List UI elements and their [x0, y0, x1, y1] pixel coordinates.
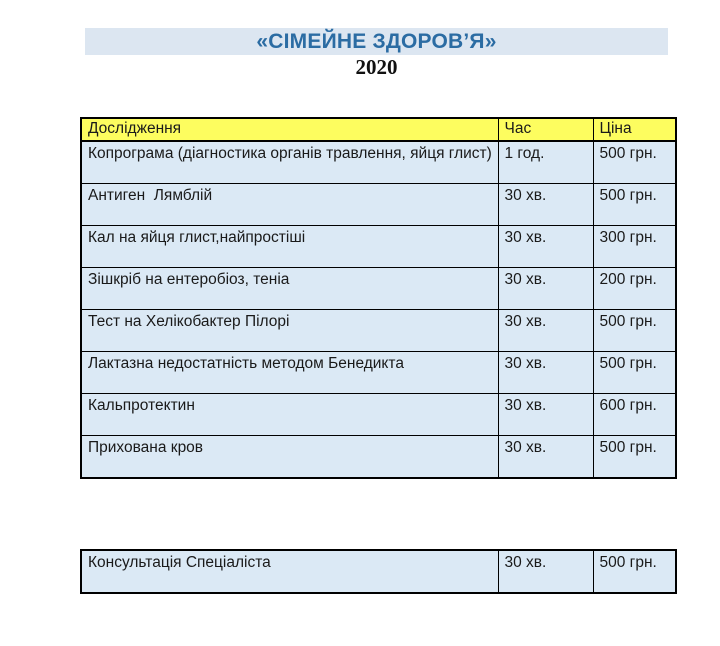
column-header-price: Ціна	[593, 118, 676, 141]
price-cell: 500 грн.	[593, 184, 676, 226]
time-cell: 1 год.	[498, 141, 593, 184]
consultation-table	[80, 549, 677, 594]
table-row	[81, 550, 676, 593]
time-cell: 30 хв.	[498, 310, 593, 352]
price-cell: 500 грн.	[593, 141, 676, 184]
time-cell: 30 хв.	[498, 226, 593, 268]
research-cell: Зішкріб на ентеробіоз, теніа	[81, 268, 498, 310]
table-row	[81, 436, 676, 479]
research-cell: Прихована кров	[81, 436, 498, 479]
time-cell: 30 хв.	[498, 352, 593, 394]
table-row	[81, 310, 676, 352]
table-row	[81, 352, 676, 394]
table-row	[81, 394, 676, 436]
document-title: «СІМЕЙНЕ ЗДОРОВ’Я»	[85, 28, 668, 55]
document-year: 2020	[355, 55, 398, 79]
research-cell: Кальпротектин	[81, 394, 498, 436]
price-cell: 500 грн.	[593, 352, 676, 394]
price-cell: 500 грн.	[593, 550, 676, 593]
research-cell: Консультація Спеціаліста	[81, 550, 498, 593]
time-cell: 30 хв.	[498, 394, 593, 436]
price-cell: 300 грн.	[593, 226, 676, 268]
research-cell: Кал на яйця глист,найпростіші	[81, 226, 498, 268]
time-cell: 30 хв.	[498, 268, 593, 310]
price-table	[80, 117, 677, 479]
table-row	[81, 141, 676, 184]
research-cell: Тест на Хелікобактер Пілорі	[81, 310, 498, 352]
research-cell: Копрограма (діагностика органів травлення, яйця глист)	[81, 141, 498, 184]
table-row	[81, 184, 676, 226]
price-cell: 600 грн.	[593, 394, 676, 436]
time-cell: 30 хв.	[498, 184, 593, 226]
column-header-research: Дослідження	[81, 118, 498, 141]
price-cell: 200 грн.	[593, 268, 676, 310]
column-header-time: Час	[498, 118, 593, 141]
table-row	[81, 226, 676, 268]
research-cell: Лактазна недостатність методом Бенедикта	[81, 352, 498, 394]
time-cell: 30 хв.	[498, 436, 593, 479]
time-cell: 30 хв.	[498, 550, 593, 593]
price-cell: 500 грн.	[593, 436, 676, 479]
research-cell: Антиген Лямблій	[81, 184, 498, 226]
price-cell: 500 грн.	[593, 310, 676, 352]
table-row	[81, 268, 676, 310]
table-header-row	[81, 118, 676, 141]
